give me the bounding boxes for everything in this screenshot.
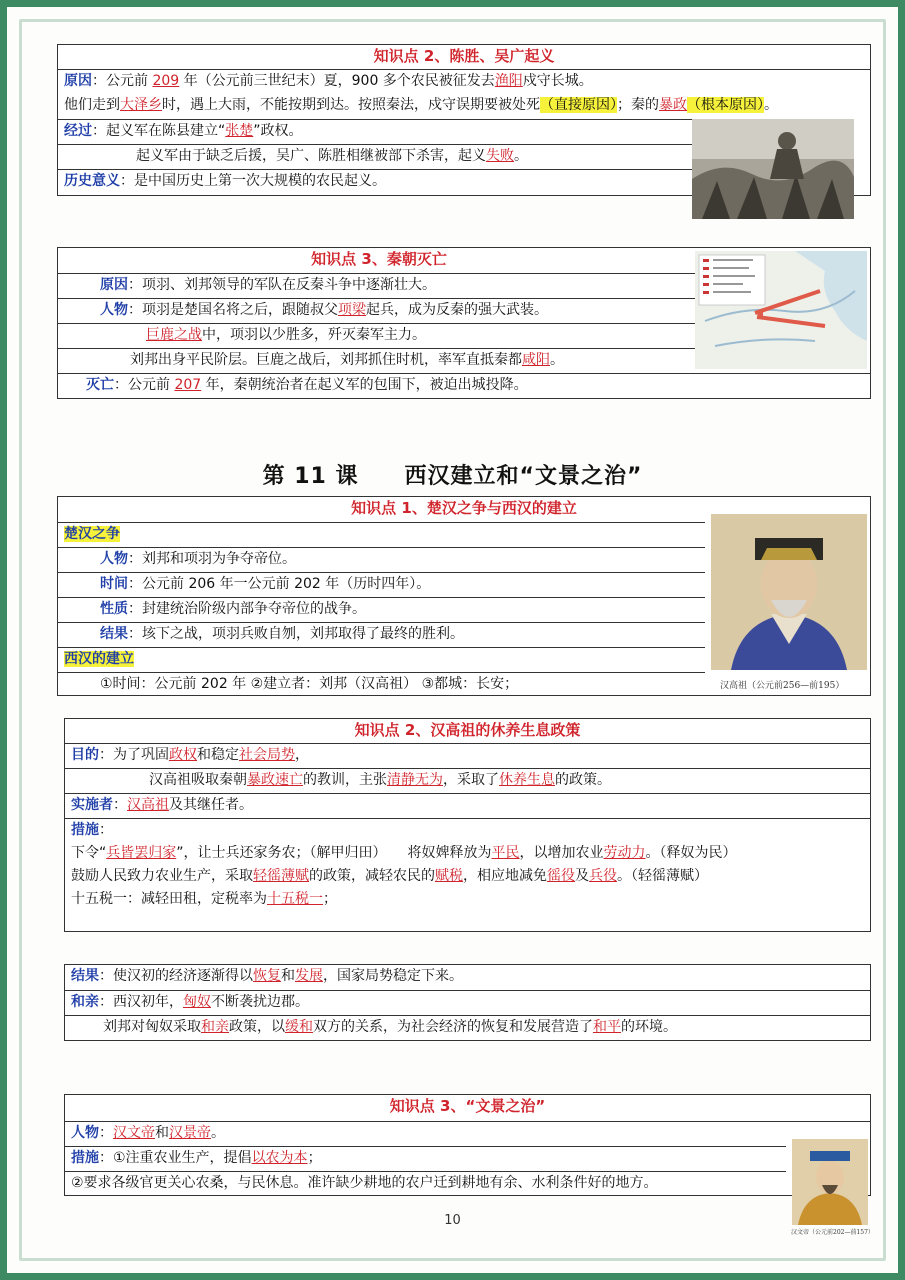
text: ：使汉初的经济逐渐得以 (99, 968, 253, 984)
text: ”政权。 (253, 123, 303, 139)
text: 刘邦出身平民阶层。巨鹿之战后，刘邦抓住时机，率军直抵秦都 (130, 352, 522, 368)
table-l3-wenjing (64, 1094, 871, 1196)
text: 起义军由于缺乏后援，吴广、陈胜相继被部下杀害，起义 (136, 148, 486, 164)
highlight: （直接原因） (540, 97, 617, 113)
text: 年（公元前三世纪末）夏，900 多个农民被征发去 (179, 73, 495, 89)
text: ，相应地减免 (463, 868, 547, 884)
table-row (58, 273, 700, 298)
key-term: 缓和 (285, 1019, 313, 1035)
key-term: 207 (174, 377, 202, 393)
key-term: 兵役 (589, 868, 617, 884)
text: ：是中国历史上第一次大规模的农民起义。 (120, 173, 386, 189)
key-term: 和亲 (201, 1019, 229, 1035)
key-term: 平民 (491, 845, 520, 861)
table-l2-policy (64, 718, 871, 932)
text: ，采取了 (443, 772, 499, 788)
row-label: 实施者 (71, 797, 113, 813)
key-term: 咸阳 (522, 352, 550, 368)
key-term: 匈奴 (183, 994, 211, 1010)
row-label: 人物 (100, 302, 128, 318)
text: 不断袭扰边郡。 (211, 994, 309, 1010)
row-label: 时间 (100, 576, 128, 592)
row-label: 和亲 (71, 994, 99, 1010)
measure-line (71, 865, 870, 888)
table-row (58, 298, 700, 323)
row-label: 经过 (64, 123, 92, 139)
row-label: 目的 (71, 747, 99, 763)
text: 。（轻徭薄赋） (617, 868, 708, 884)
key-term: 汉高祖 (127, 797, 169, 813)
key-term: 政权 (169, 747, 197, 763)
key-term: 汉文帝 (113, 1125, 155, 1141)
table-row (58, 547, 705, 572)
text: 戍守长城。 (522, 73, 593, 89)
row-label: 历史意义 (64, 173, 120, 189)
table-row (65, 768, 870, 793)
text: 。（释奴为民） (645, 845, 737, 861)
key-term: 社会局势 (239, 747, 295, 763)
section-label: 楚汉之争 (64, 526, 120, 542)
text: ， (295, 747, 309, 763)
text: 时，遇上大雨，不能按期到达。按照秦法，戍守误期要被处死 (162, 97, 540, 113)
text: ；秦的 (617, 97, 659, 113)
text: 和 (155, 1125, 169, 1141)
key-term: 恢复 (253, 968, 281, 984)
key-term: 和平 (593, 1019, 621, 1035)
section-label: 西汉的建立 (64, 651, 134, 667)
text: 及其继任者。 (169, 797, 253, 813)
text: ：起义军在陈县建立“ (92, 123, 226, 139)
key-term: 休养生息 (499, 772, 555, 788)
text: 的政策。 (555, 772, 611, 788)
table-row: ②要求各级官更关心农桑，与民休息。准许缺少耕地的农户迁到耕地有余、水利条件好的地方。 (65, 1171, 786, 1195)
table-row (65, 1121, 870, 1146)
text: 汉高祖吸取秦朝 (149, 772, 247, 788)
row-label: 性质 (100, 601, 128, 617)
text: ：为了巩固 (99, 747, 169, 763)
key-term: 汉景帝 (169, 1125, 211, 1141)
text: 中，项羽以少胜多，歼灭秦军主力。 (202, 327, 426, 343)
text: 鼓励人民致力农业生产，采取 (71, 868, 253, 884)
text: 下令“ (71, 845, 107, 861)
table-row (58, 119, 700, 144)
highlight: （根本原因） (687, 97, 764, 113)
table-row (58, 373, 870, 398)
key-term: 项梁 (338, 302, 366, 318)
row-label: 结果 (71, 968, 99, 984)
text: 政策，以 (229, 1019, 285, 1035)
row-label: 人物 (71, 1125, 99, 1141)
table-row (58, 94, 870, 119)
key-term: 十五税一 (267, 891, 323, 907)
text: ： (99, 1125, 113, 1141)
measure-line (71, 842, 870, 865)
text: 双方的关系，为社会经济的恢复和发展营造了 (313, 1019, 593, 1035)
row-label: 措施 (71, 822, 99, 838)
text: ：公元前 (114, 377, 175, 393)
table-row (58, 647, 705, 672)
text: ”，让士兵还家务农；（解甲归田） 将奴婢释放为 (176, 845, 492, 861)
text: ：①注重农业生产，提倡 (99, 1150, 252, 1166)
text: ： (99, 822, 113, 838)
row-label: 结果 (100, 626, 128, 642)
text: ：西汉初年， (99, 994, 183, 1010)
key-term: 张楚 (225, 123, 254, 139)
page-number: 10 (444, 1213, 461, 1228)
key-term: 暴政 (659, 97, 687, 113)
table-row (58, 348, 700, 373)
text: ：封建统治阶级内部争夺帝位的战争。 (128, 601, 366, 617)
table-header: 知识点 2、陈胜、吴广起义 (373, 47, 555, 65)
text: 。 (211, 1125, 225, 1141)
table-row (58, 169, 700, 194)
text: 和稳定 (197, 747, 239, 763)
table-row (58, 323, 700, 348)
key-term: 清静无为 (387, 772, 443, 788)
table-row (65, 990, 870, 1015)
key-term: 巨鹿之战 (146, 327, 202, 343)
key-term: 暴政速亡 (247, 772, 303, 788)
key-term: 发展 (295, 968, 323, 984)
text: ，国家局势稳定下来。 (323, 968, 463, 984)
text: ：刘邦和项羽为争夺帝位。 (128, 551, 296, 567)
row-label: 措施 (71, 1150, 99, 1166)
text: 刘邦对匈奴采取 (103, 1019, 201, 1035)
text: ： (113, 797, 127, 813)
text: 。 (514, 148, 528, 164)
table-row (65, 743, 870, 768)
row-label: 灭亡 (86, 377, 114, 393)
text: ：公元前 206 年一公元前 202 年（历时四年）。 (128, 576, 431, 592)
text: ，以增加农业 (519, 845, 604, 861)
table-row (58, 572, 705, 597)
text: ：项羽是楚国名将之后，跟随叔父 (128, 302, 338, 318)
lesson-title: 第 11 课 西汉建立和“文景之治” (262, 464, 643, 489)
table-row (58, 597, 705, 622)
table-header: 知识点 3、秦朝灭亡 (311, 250, 447, 268)
key-term: 渔阳 (494, 73, 523, 89)
table-header: 知识点 1、楚汉之争与西汉的建立 (351, 499, 577, 517)
table-row (65, 818, 870, 931)
text: 和 (281, 968, 295, 984)
han-gaozu-portrait (711, 514, 867, 670)
key-term: 209 (152, 73, 180, 89)
key-term: 徭役 (547, 868, 575, 884)
text: 起兵，成为反秦的强大武装。 (366, 302, 548, 318)
measure-line (71, 888, 870, 911)
row-label: 人物 (100, 551, 128, 567)
text: 年，秦朝统治者在起义军的包围下，被迫出城投降。 (201, 377, 528, 393)
han-wendi-caption: 汉文帝（公元前202—前157） (791, 1229, 874, 1236)
table-header: 知识点 2、汉高祖的休养生息政策 (354, 721, 581, 739)
text: 及 (575, 868, 589, 884)
uprising-painting (692, 119, 854, 219)
table-header: 知识点 3、“文景之治” (389, 1097, 546, 1115)
key-term: 失败 (486, 148, 514, 164)
row-label: 原因 (64, 73, 92, 89)
text: ：公元前 (92, 73, 153, 89)
table-l2-results (64, 964, 871, 1041)
key-term: 轻徭薄赋 (253, 868, 309, 884)
text: 的政策，减轻农民的 (309, 868, 435, 884)
table-row (65, 965, 870, 990)
text: 的环境。 (621, 1019, 677, 1035)
table-row (58, 69, 870, 94)
table-row: ①时间：公元前 202 年 ②建立者：刘邦（汉高祖） ③都城：长安； (58, 672, 705, 695)
text: ：垓下之战，项羽兵败自刎，刘邦取得了最终的胜利。 (128, 626, 464, 642)
table-row (58, 522, 705, 547)
qin-map (695, 251, 867, 369)
text: ； (307, 1150, 322, 1166)
han-gaozu-caption: 汉高祖（公元前256—前195） (720, 681, 845, 691)
table-row (58, 622, 705, 647)
table-row (65, 1015, 870, 1040)
text: 的教训，主张 (303, 772, 387, 788)
text: 。 (764, 97, 778, 113)
text: 十五税一：减轻田租，定税率为 (71, 891, 267, 907)
text: ：项羽、刘邦领导的军队在反秦斗争中逐渐壮大。 (128, 277, 436, 293)
key-term: 赋税 (435, 868, 463, 884)
table-row (58, 144, 700, 169)
row-label: 原因 (100, 277, 128, 293)
key-term: 劳动力 (603, 845, 646, 861)
table-row (65, 793, 870, 818)
text: 他们走到 (64, 97, 120, 113)
key-term: 大泽乡 (120, 97, 162, 113)
key-term: 兵皆罢归家 (106, 845, 177, 861)
key-term: 以农为本 (251, 1150, 308, 1166)
text: ； (323, 891, 337, 907)
table-row (65, 1146, 786, 1171)
text: 。 (550, 352, 564, 368)
